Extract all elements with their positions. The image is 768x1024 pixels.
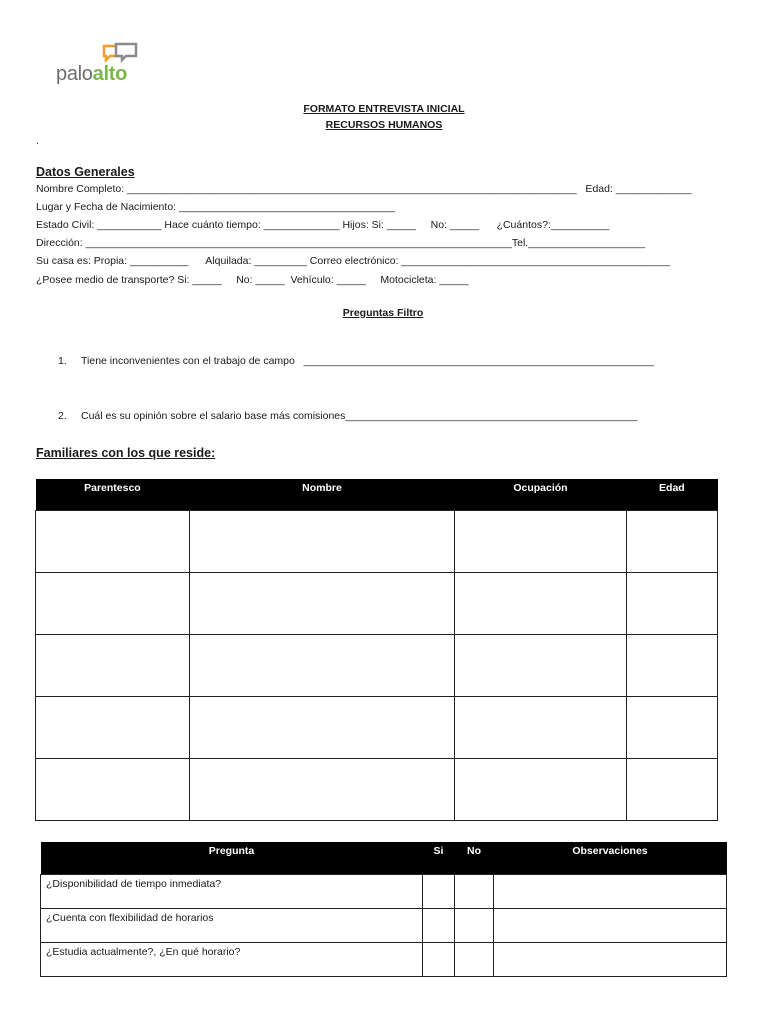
document-title: FORMATO ENTREVISTA INICIAL	[303, 103, 465, 115]
preguntas-header-row	[41, 842, 727, 874]
parentesco-cell[interactable]	[36, 510, 190, 572]
filtro-q2: Cuál es su opinión sobre el salario base más comisiones__________________________________________________	[81, 410, 638, 422]
filtro-q1-number: 1.	[58, 355, 67, 367]
familiares-heading: Familiares con los que reside:	[36, 446, 216, 460]
table-row	[36, 572, 718, 634]
familiares-table	[35, 479, 718, 821]
parentesco-cell[interactable]	[36, 758, 190, 820]
col-header-no: No	[455, 842, 494, 874]
nombre-cell[interactable]	[189, 510, 454, 572]
preguntas-filtro-heading: Preguntas Filtro	[342, 307, 424, 319]
familiares-header-row	[36, 479, 718, 510]
observaciones-cell[interactable]	[494, 942, 727, 976]
observaciones-cell[interactable]	[494, 908, 727, 942]
parentesco-cell[interactable]	[36, 634, 190, 696]
col-header-ocupacion: Ocupación	[455, 479, 627, 510]
table-row	[41, 874, 727, 908]
field-transporte: ¿Posee medio de transporte? Si: _____ No: _____ Vehículo: _____ Motocicleta: _____	[36, 274, 469, 286]
logo-part-alto: alto	[92, 63, 127, 85]
logo-wordmark	[56, 63, 127, 86]
edad-cell[interactable]	[626, 634, 717, 696]
si-cell[interactable]	[423, 874, 455, 908]
no-cell[interactable]	[455, 942, 494, 976]
table-row	[36, 510, 718, 572]
datos-generales-heading: Datos Generales	[36, 165, 135, 179]
nombre-cell[interactable]	[189, 696, 454, 758]
col-header-pregunta: Pregunta	[41, 842, 423, 874]
field-lugar-fecha: Lugar y Fecha de Nacimiento: _____________________________________	[36, 201, 396, 213]
edad-cell[interactable]	[626, 572, 717, 634]
col-header-edad: Edad	[626, 479, 717, 510]
col-header-si: Si	[423, 842, 455, 874]
pregunta-cell: ¿Estudia actualmente?, ¿En qué horario?	[41, 942, 423, 976]
ocupacion-cell[interactable]	[455, 572, 627, 634]
parentesco-cell[interactable]	[36, 572, 190, 634]
parentesco-cell[interactable]	[36, 696, 190, 758]
field-casa-correo: Su casa es: Propia: __________ Alquilada: _________ Correo electrónico: ______________________________________________	[36, 255, 671, 267]
col-header-parentesco: Parentesco	[36, 479, 190, 510]
observaciones-cell[interactable]	[494, 874, 727, 908]
nombre-cell[interactable]	[189, 758, 454, 820]
pregunta-cell: ¿Cuenta con flexibilidad de horarios	[41, 908, 423, 942]
si-cell[interactable]	[423, 908, 455, 942]
no-cell[interactable]	[455, 874, 494, 908]
ocupacion-cell[interactable]	[455, 696, 627, 758]
edad-cell[interactable]	[626, 758, 717, 820]
nombre-cell[interactable]	[189, 634, 454, 696]
table-row	[36, 758, 718, 820]
logo-part-palo: palo	[56, 63, 93, 85]
table-row	[36, 696, 718, 758]
col-header-observaciones: Observaciones	[494, 842, 727, 874]
field-direccion: Dirección: _________________________________________________________________________Tel.____________________	[36, 237, 646, 249]
field-nombre-edad: Nombre Completo: _____________________________________________________________________________ Edad: _____________	[36, 183, 692, 195]
pregunta-cell: ¿Disponibilidad de tiempo inmediata?	[41, 874, 423, 908]
filtro-q1: Tiene inconvenientes con el trabajo de campo ____________________________________________________________	[81, 355, 654, 367]
si-cell[interactable]	[423, 942, 455, 976]
no-cell[interactable]	[455, 908, 494, 942]
field-estado-civil: Estado Civil: ___________ Hace cuánto tiempo: _____________ Hijos: Si: _____ No: _____ ¿Cuántos?:__________	[36, 219, 610, 231]
ocupacion-cell[interactable]	[455, 510, 627, 572]
document-subtitle: RECURSOS HUMANOS	[325, 119, 443, 131]
edad-cell[interactable]	[626, 510, 717, 572]
table-row	[36, 634, 718, 696]
preguntas-table	[40, 842, 727, 977]
col-header-nombre: Nombre	[189, 479, 454, 510]
filtro-q2-number: 2.	[58, 410, 67, 422]
nombre-cell[interactable]	[189, 572, 454, 634]
ocupacion-cell[interactable]	[455, 634, 627, 696]
table-row	[41, 908, 727, 942]
edad-cell[interactable]	[626, 696, 717, 758]
table-row	[41, 942, 727, 976]
stray-dot: .	[36, 136, 39, 147]
ocupacion-cell[interactable]	[455, 758, 627, 820]
